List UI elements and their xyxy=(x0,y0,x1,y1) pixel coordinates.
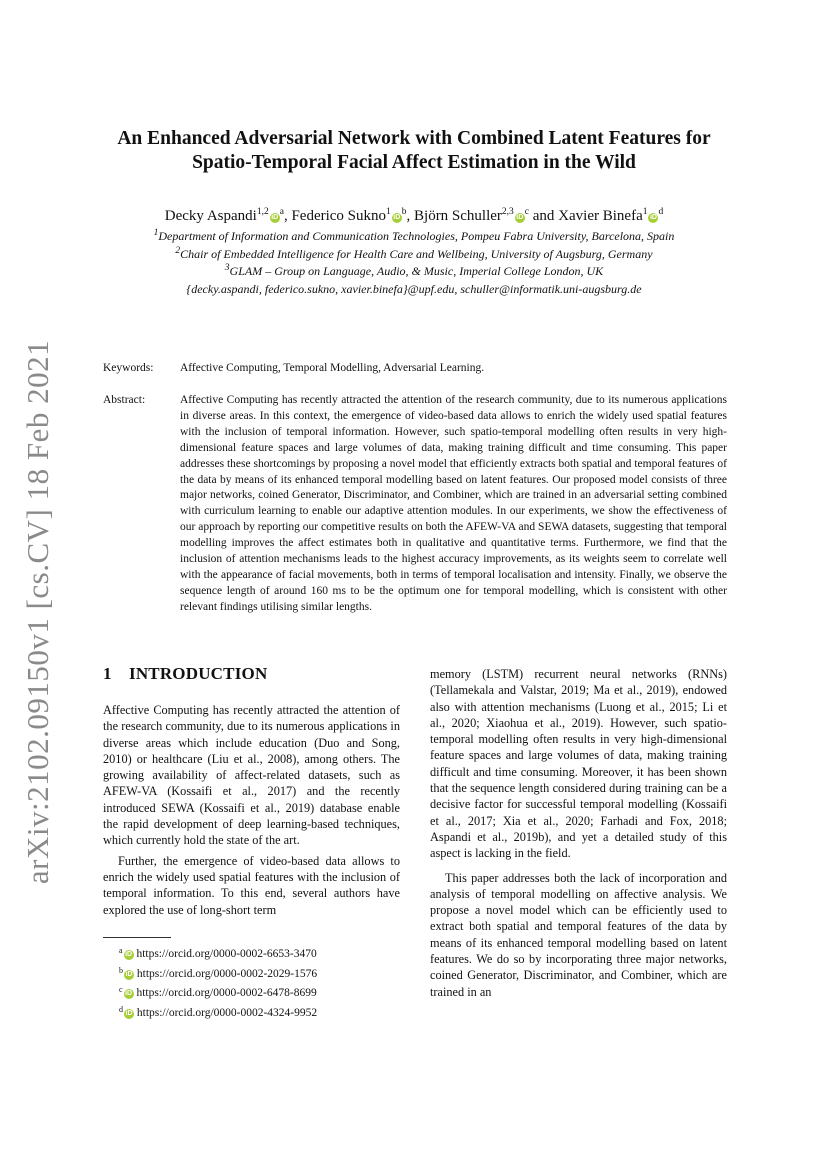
keywords-label: Keywords: xyxy=(103,362,154,374)
orcid-icon[interactable]: iD xyxy=(516,214,524,221)
paper-title xyxy=(100,127,728,175)
footnote-url[interactable]: https://orcid.org/0000-0002-2029-1576 xyxy=(136,967,318,980)
affiliation-number: 1 xyxy=(153,228,159,238)
paragraph: Affective Computing has recently attracted the attention of the research community, due to its numerous applications in diverse areas which include education (Duo and Song, 2010) or healthcare (Liu et al., 2008), among others. The growing availability of affect-related datasets, such as AFEW-VA (Kossaifi et al., 2017) and the recently introduced SEWA (Kossaifi et al., 2019) database enable the rapid development of deep learning-based techniques, which currently hold the state of the art. xyxy=(103,703,400,848)
section-title: INTRODUCTION xyxy=(129,664,268,683)
footnote-divider xyxy=(103,937,171,938)
arxiv-sidebar xyxy=(0,0,60,1171)
author-affil: 1,2 xyxy=(256,207,269,217)
author-name: Björn Schuller xyxy=(414,208,502,224)
author-separator: , xyxy=(406,208,415,224)
author-affil: 2,3 xyxy=(501,207,514,217)
affiliation xyxy=(100,263,728,281)
footnote-url[interactable]: https://orcid.org/0000-0002-4324-9952 xyxy=(136,1007,318,1020)
affiliation-number: 2 xyxy=(175,245,181,256)
footnote-url[interactable]: https://orcid.org/0000-0002-6478-8699 xyxy=(136,987,317,1000)
author-name: Federico Sukno xyxy=(291,208,387,224)
right-column xyxy=(430,666,727,1000)
author-separator: , xyxy=(283,208,292,224)
footnote xyxy=(119,963,317,983)
arxiv-identifier: arXiv:2102.09150v1 [cs.CV] 18 Feb 2021 xyxy=(20,339,55,885)
paragraph: Further, the emergence of video-based data allows to enrich the widely used spatial features with the inclusion of temporal information. To this end, several authors have explored the use of long-short term xyxy=(103,853,400,917)
orcid-icon: iD xyxy=(125,970,133,978)
author-emails: {decky.aspandi, federico.sukno, xavier.binefa}@upf.edu, schuller@informatik.uni-augsburg.de xyxy=(186,281,642,296)
paragraph: This paper addresses both the lack of incorporation and analysis of temporal modelling on affective analysis. We propose a novel model which can be efficiently used to extract both spatial and temporal features of the data by means of its enhanced temporal modelling based on latent features. We do so by incorporating three major networks, coined Generator, Discriminator, and Combiner, which are trained in an xyxy=(430,870,727,999)
footnote-mark: c xyxy=(119,985,123,995)
author-separator: and xyxy=(529,208,559,224)
affiliation xyxy=(100,246,728,264)
footnote-list xyxy=(119,943,317,1022)
orcid-mark: c xyxy=(524,207,530,217)
abstract-label: Abstract: xyxy=(103,394,146,406)
footnote-mark: d xyxy=(119,1005,123,1015)
orcid-icon[interactable]: iD xyxy=(649,214,657,221)
affiliation-list xyxy=(100,228,728,298)
title-line-2: Spatio-Temporal Facial Affect Estimation in the Wild xyxy=(192,152,636,173)
author-name: Decky Aspandi xyxy=(164,208,257,224)
footnote xyxy=(119,943,317,963)
author-affil: 1 xyxy=(642,207,648,217)
keywords-text: Affective Computing, Temporal Modelling, Adversarial Learning. xyxy=(180,362,485,374)
author xyxy=(414,208,558,224)
affiliation-text: Chair of Embedded Intelligence for Health Care and Wellbeing, University of Augsburg, Germany xyxy=(180,246,653,261)
author xyxy=(165,208,292,224)
orcid-icon[interactable]: iD xyxy=(271,214,279,221)
author-list xyxy=(100,207,728,225)
affiliation-text: GLAM – Group on Language, Audio, & Music, Imperial College London, UK xyxy=(229,264,604,278)
author xyxy=(558,208,663,224)
affiliation xyxy=(100,228,728,246)
orcid-mark: b xyxy=(401,207,407,217)
author-name: Xavier Binefa xyxy=(558,208,643,224)
orcid-mark: a xyxy=(279,207,284,217)
footnote-url[interactable]: https://orcid.org/0000-0002-6653-3470 xyxy=(136,948,317,960)
affiliation-number: 3 xyxy=(224,263,230,273)
orcid-mark: d xyxy=(658,207,664,217)
footnote xyxy=(119,982,317,1002)
orcid-icon: iD xyxy=(125,990,133,998)
section-number: 1 xyxy=(103,664,112,683)
author-affil: 1 xyxy=(386,207,391,217)
affiliation-text: Department of Information and Communication Technologies, Pompeu Fabra University, Barcelona, Spain xyxy=(158,229,675,243)
orcid-icon: iD xyxy=(125,951,133,958)
section-heading xyxy=(103,664,267,684)
footnote xyxy=(119,1002,317,1022)
abstract-text: Affective Computing has recently attracted the attention of the research community, due to its numerous applications in diverse areas. In this context, the emergence of video-based data allows to enrich the widely used spatial features with the inclusion of temporal information. However, such spatio-temporal modelling often results in very high-dimensional feature spaces and large volumes of data, making training difficult and time consuming. This paper addresses these shortcomings by proposing a novel model that efficiently extracts both spatial and temporal features of the data by means of its enhanced temporal modelling based on latent features. Our proposed model consists of three major networks, coined Generator, Discriminator, and Combiner, which are trained in an adversarial setting combined with curriculum learning to enable our adaptive attention modules. In our experiments, we show the effectiveness of our approach by reporting our competitive results on both the AFEW-VA and SEWA datasets, suggesting that temporal modelling improves the affect estimates both in qualitative and quantitative terms. Furthermore, we find that the inclusion of attention mechanisms leads to the highest accuracy improvements, as its weights seem to correlate well with the appearance of facial movements, both in terms of temporal localisation and intensity. Finally, we observe the sequence length of around 160 ms to be the optimum one for temporal modelling, which is consistent with other relevant findings utilising similar lengths. xyxy=(180,394,727,613)
author xyxy=(291,208,414,224)
orcid-icon[interactable]: iD xyxy=(393,214,401,221)
left-column xyxy=(103,702,400,918)
title-line-1: An Enhanced Adversarial Network with Combined Latent Features for xyxy=(117,128,711,149)
paragraph: memory (LSTM) recurrent neural networks (RNNs) (Tellamekala and Valstar, 2019; Ma et al., 2019), endowed also with attention mechanisms (Luong et al., 2015; Li et al., 2020; Xiaohua et al., 2019). However, such spatio-temporal modelling often results in very high-dimensional feature spaces and large volumes of data, making training difficult and time consuming. Moreover, it has been shown that the sequence length considered during training can be a decisive factor for successful temporal modelling (Kossaifi et al., 2017; Xia et al., 2020; Farhadi and Fox, 2018; Aspandi et al., 2019b), and yet a detailed study of this aspect is lacking in the field. xyxy=(430,667,727,861)
footnote-mark: a xyxy=(119,946,123,955)
footnote-mark: b xyxy=(119,965,123,975)
orcid-icon: iD xyxy=(125,1010,133,1018)
